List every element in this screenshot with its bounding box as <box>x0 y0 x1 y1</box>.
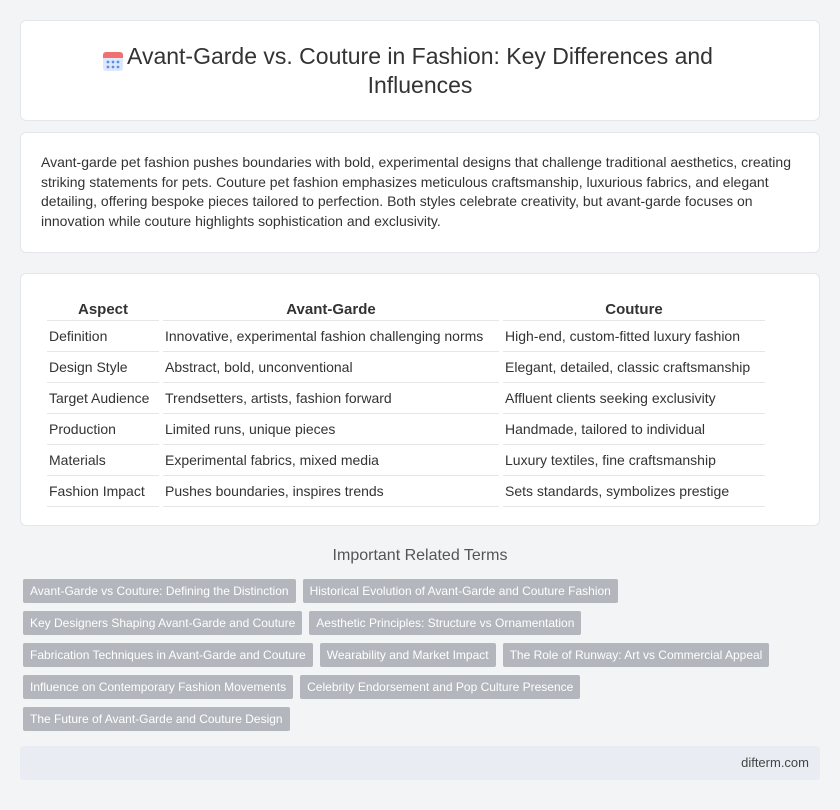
table-cell-aspect: Target Audience <box>47 383 159 414</box>
table-cell-aspect: Design Style <box>47 352 159 383</box>
table-cell-aspect: Definition <box>47 321 159 352</box>
table-row <box>47 445 765 476</box>
column-header-aspect: Aspect <box>47 295 159 321</box>
table-cell-couture: Affluent clients seeking exclusivity <box>503 383 765 414</box>
table-cell-avant-garde: Pushes boundaries, inspires trends <box>163 476 499 507</box>
table-cell-couture: High-end, custom-fitted luxury fashion <box>503 321 765 352</box>
table-row <box>47 383 765 414</box>
table-row <box>47 352 765 383</box>
table-header-row <box>47 295 765 321</box>
column-header-avant-garde: Avant-Garde <box>163 295 499 321</box>
related-term-link[interactable]: Influence on Contemporary Fashion Movements <box>23 675 293 699</box>
comparison-table-card <box>20 273 820 526</box>
table-row <box>47 476 765 507</box>
footer <box>20 746 820 780</box>
related-term-link[interactable]: Key Designers Shaping Avant-Garde and Couture <box>23 611 302 635</box>
intro-card <box>20 132 820 253</box>
intro-text: Avant-garde pet fashion pushes boundaries with bold, experimental designs that challenge traditional aesthetics, creating striking statements for pets. Couture pet fashion emphasizes meticulous craftsmanship, luxurious fabrics, and elegant detailing, offering bespoke pieces tailored to perfection. Both styles celebrate creativity, but avant-garde focuses on innovation while couture highlights sophistication and exclusivity. <box>41 154 791 229</box>
table-cell-aspect: Production <box>47 414 159 445</box>
page-title: Avant-Garde vs. Couture in Fashion: Key Differences and Influences <box>127 42 713 98</box>
table-cell-avant-garde: Abstract, bold, unconventional <box>163 352 499 383</box>
site-link[interactable]: difterm.com <box>741 755 809 770</box>
comparison-table <box>43 295 769 507</box>
related-term-link[interactable]: Celebrity Endorsement and Pop Culture Presence <box>300 675 580 699</box>
table-cell-avant-garde: Limited runs, unique pieces <box>163 414 499 445</box>
table-cell-avant-garde: Trendsetters, artists, fashion forward <box>163 383 499 414</box>
related-term-link[interactable]: Avant-Garde vs Couture: Defining the Distinction <box>23 579 296 603</box>
table-cell-couture: Sets standards, symbolizes prestige <box>503 476 765 507</box>
table-cell-avant-garde: Experimental fabrics, mixed media <box>163 445 499 476</box>
related-term-link[interactable]: Historical Evolution of Avant-Garde and Couture Fashion <box>303 579 618 603</box>
related-term-link[interactable]: Aesthetic Principles: Structure vs Ornamentation <box>309 611 581 635</box>
table-cell-couture: Luxury textiles, fine craftsmanship <box>503 445 765 476</box>
table-cell-aspect: Materials <box>47 445 159 476</box>
title-wrap <box>21 21 819 120</box>
related-terms-title: Important Related Terms <box>332 547 508 564</box>
table-cell-aspect: Fashion Impact <box>47 476 159 507</box>
related-term-link[interactable]: The Role of Runway: Art vs Commercial Appeal <box>503 643 770 667</box>
table-cell-couture: Elegant, detailed, classic craftsmanship <box>503 352 765 383</box>
table-cell-avant-garde: Innovative, experimental fashion challenging norms <box>163 321 499 352</box>
related-term-link[interactable]: Fabrication Techniques in Avant-Garde and Couture <box>23 643 313 667</box>
related-term-link[interactable]: Wearability and Market Impact <box>320 643 496 667</box>
table-cell-couture: Handmade, tailored to individual <box>503 414 765 445</box>
column-header-couture: Couture <box>503 295 765 321</box>
table-row <box>47 321 765 352</box>
table-row <box>47 414 765 445</box>
related-terms-list <box>23 579 813 731</box>
header-card <box>20 20 820 121</box>
related-term-link[interactable]: The Future of Avant-Garde and Couture Design <box>23 707 290 731</box>
